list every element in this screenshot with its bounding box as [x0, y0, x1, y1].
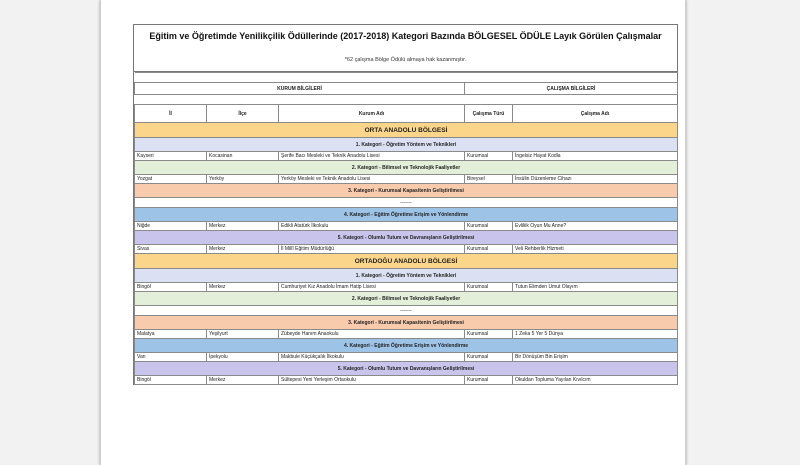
document-title: Eğitim ve Öğretimde Yenilikçilik Ödüllerinde (2017-2018) Kategori Bazında BÖLGESEL ÖDÜLE Layık Görülen Çalışmalar: [149, 31, 662, 41]
cell-il: Bingöl: [135, 283, 207, 292]
cell-calisma-turu: Kurumsal: [465, 245, 513, 254]
category-row: [135, 231, 678, 245]
category-row: [135, 208, 678, 222]
col-ilce: İlçe: [207, 105, 279, 123]
table-row: [135, 222, 678, 231]
col-calisma-turu: Çalışma Türü: [465, 105, 513, 123]
col-calisma-adi: Çalışma Adı: [513, 105, 678, 123]
category-title: 5. Kategori - Olumlu Tutum ve Davranışların Geliştirilmesi: [135, 231, 678, 245]
table-row: [135, 175, 678, 184]
document-subtitle: *62 çalışma Bölge Ödülü almaya hak kazanmıştır.: [134, 57, 677, 72]
region-title: ORTADOĞU ANADOLU BÖLGESİ: [135, 254, 678, 269]
cell-ilce: Merkez: [207, 222, 279, 231]
cell-kurum-adi: İl Millî Eğitim Müdürlüğü: [279, 245, 465, 254]
cell-ilce: Yerköy: [207, 175, 279, 184]
category-title: 3. Kategori - Kurumsal Kapasitenin Geliştirilmesi: [135, 316, 678, 330]
category-row: [135, 316, 678, 330]
table-row: [135, 353, 678, 362]
category-title: 5. Kategori - Olumlu Tutum ve Davranışların Geliştirilmesi: [135, 362, 678, 376]
cell-kurum-adi: Yerköy Mesleki ve Teknik Anadolu Lisesi: [279, 175, 465, 184]
cell-ilce: Merkez: [207, 245, 279, 254]
region-row: [135, 254, 678, 269]
category-title: 1. Kategori - Öğretim Yöntem ve Teknikleri: [135, 269, 678, 283]
region-row: [135, 123, 678, 138]
cell-il: Bingöl: [135, 376, 207, 385]
group-kurum: KURUM BİLGİLERİ: [135, 83, 465, 95]
cell-il: Malatya: [135, 330, 207, 339]
cell-calisma-turu: Kurumsal: [465, 222, 513, 231]
table-row: [135, 330, 678, 339]
category-title: 4. Kategori - Eğitim Öğretime Erişim ve Yönlendirme: [135, 208, 678, 222]
awards-table: [134, 72, 678, 385]
table-row: [135, 152, 678, 161]
empty-row: [135, 198, 678, 208]
cell-calisma-adi: Bir Dönüşüm Bin Erişim: [513, 353, 678, 362]
table-row: [135, 283, 678, 292]
table-row: [135, 376, 678, 385]
category-title: 3. Kategori - Kurumsal Kapasitenin Geliştirilmesi: [135, 184, 678, 198]
cell-ilce: Yeşilyurt: [207, 330, 279, 339]
cell-calisma-turu: Kurumsal: [465, 330, 513, 339]
category-row: [135, 138, 678, 152]
empty-placeholder: -------: [135, 198, 678, 208]
cell-kurum-adi: Edikli Atatürk İlkokulu: [279, 222, 465, 231]
cell-il: Kayseri: [135, 152, 207, 161]
category-row: [135, 339, 678, 353]
category-title: 2. Kategori - Bilimsel ve Teknolojik Faaliyetler: [135, 292, 678, 306]
cell-kurum-adi: Cumhuriyet Kız Anadolu İmam Hatip Lisesi: [279, 283, 465, 292]
column-header-row: [135, 105, 678, 123]
cell-kurum-adi: Sültepesi Yeni Yerleşim Ortaokulu: [279, 376, 465, 385]
table-row: [135, 245, 678, 254]
cell-calisma-adi: İnsülin Düzenleme Cihazı: [513, 175, 678, 184]
category-row: [135, 292, 678, 306]
cell-il: Van: [135, 353, 207, 362]
cell-calisma-turu: Bireysel: [465, 175, 513, 184]
cell-calisma-adi: Tutun Elimden Umut Olayım: [513, 283, 678, 292]
cell-ilce: Merkez: [207, 376, 279, 385]
cell-ilce: Merkez: [207, 283, 279, 292]
cell-kurum-adi: Şerife Bacı Mesleki ve Teknik Anadolu Lisesi: [279, 152, 465, 161]
empty-row: [135, 306, 678, 316]
cell-calisma-adi: Evliliik Oyun Mu Anne?: [513, 222, 678, 231]
cell-ilce: Kocasinan: [207, 152, 279, 161]
cell-ilce: İpekyolu: [207, 353, 279, 362]
cell-calisma-adi: Okuldan Topluma Yayılan Kıvılcım: [513, 376, 678, 385]
category-title: 4. Kategori - Eğitim Öğretime Erişim ve Yönlendirme: [135, 339, 678, 353]
cell-calisma-adi: İngelsiz Hayat Kodla: [513, 152, 678, 161]
cell-il: Sivas: [135, 245, 207, 254]
group-header-row: [135, 83, 678, 95]
awards-sheet: [133, 24, 678, 385]
col-il: İl: [135, 105, 207, 123]
category-row: [135, 184, 678, 198]
category-title: 2. Kategori - Bilimsel ve Teknolojik Faaliyetler: [135, 161, 678, 175]
cell-kurum-adi: Zübeyde Hanım Anaokulu: [279, 330, 465, 339]
cell-calisma-turu: Kurumsal: [465, 152, 513, 161]
cell-calisma-turu: Kurumsal: [465, 353, 513, 362]
document-page: [100, 0, 686, 465]
region-title: ORTA ANADOLU BÖLGESİ: [135, 123, 678, 138]
category-row: [135, 161, 678, 175]
col-kurum-adi: Kurum Adı: [279, 105, 465, 123]
cell-il: Niğde: [135, 222, 207, 231]
cell-calisma-turu: Kurumsal: [465, 283, 513, 292]
category-row: [135, 269, 678, 283]
cell-il: Yozgat: [135, 175, 207, 184]
cell-kurum-adi: Makbule Küçükçalık İlkokulu: [279, 353, 465, 362]
cell-calisma-turu: Kurumsal: [465, 376, 513, 385]
cell-calisma-adi: 1 Zeka 5 Yer 5 Dünya: [513, 330, 678, 339]
cell-calisma-adi: Veli Rehberlik Hizmeti: [513, 245, 678, 254]
group-calisma: ÇALIŞMA BİLGİLERİ: [465, 83, 678, 95]
category-row: [135, 362, 678, 376]
empty-placeholder: -------: [135, 306, 678, 316]
category-title: 1. Kategori - Öğretim Yöntem ve Teknikleri: [135, 138, 678, 152]
